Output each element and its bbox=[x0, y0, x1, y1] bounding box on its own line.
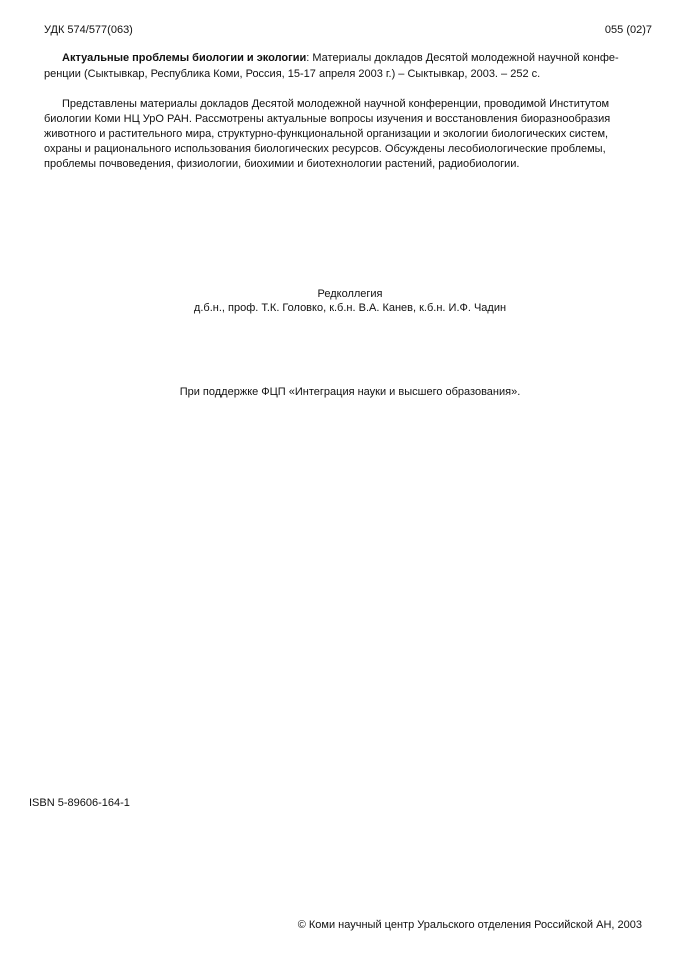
editorial-board-members: д.б.н., проф. Т.К. Головко, к.б.н. В.А. Канев, к.б.н. И.Ф. Чадин bbox=[193, 302, 507, 314]
bibliographic-line-1 bbox=[44, 50, 654, 66]
isbn: ISBN 5-89606-164-1 bbox=[29, 797, 130, 809]
abstract-line: биологии Коми НЦ УрО РАН. Рассмотрены актуальные вопросы изучения и восстановления биоразнообразия bbox=[44, 113, 611, 125]
abstract-line: Представлены материалы докладов Десятой молодежной научной конференции, проводимой Институтом bbox=[62, 98, 610, 110]
abstract-paragraph bbox=[44, 97, 654, 172]
bibliographic-entry bbox=[44, 50, 654, 82]
book-title: Актуальные проблемы биологии и экологии bbox=[62, 52, 307, 64]
classification-code: 055 (02)7 bbox=[604, 24, 652, 36]
support-note: При поддержке ФЦП «Интеграция науки и высшего образования». bbox=[179, 386, 521, 398]
bibliographic-line-1-rest: : Материалы докладов Десятой молодежной научной конфе- bbox=[306, 52, 619, 64]
udk-code: УДК 574/577(063) bbox=[44, 24, 133, 36]
abstract-line: охраны и рационального использования биологических ресурсов. Обсуждены лесобиологические проблемы, bbox=[44, 143, 606, 155]
abstract-line: проблемы почвоведения, физиологии, биохимии и биотехнологии растений, радиобиологии. bbox=[44, 158, 520, 170]
bibliographic-line-2: ренции (Сыктывкар, Республика Коми, Россия, 15-17 апреля 2003 г.) – Сыктывкар, 2003. – 252 с. bbox=[44, 68, 541, 80]
abstract-line: животного и растительного мира, структурно-функциональной организации и экологии биологических систем, bbox=[44, 128, 609, 140]
editorial-board-title: Редколлегия bbox=[317, 288, 383, 300]
copyright-notice: © Коми научный центр Уральского отделения Российской АН, 2003 bbox=[297, 919, 642, 931]
